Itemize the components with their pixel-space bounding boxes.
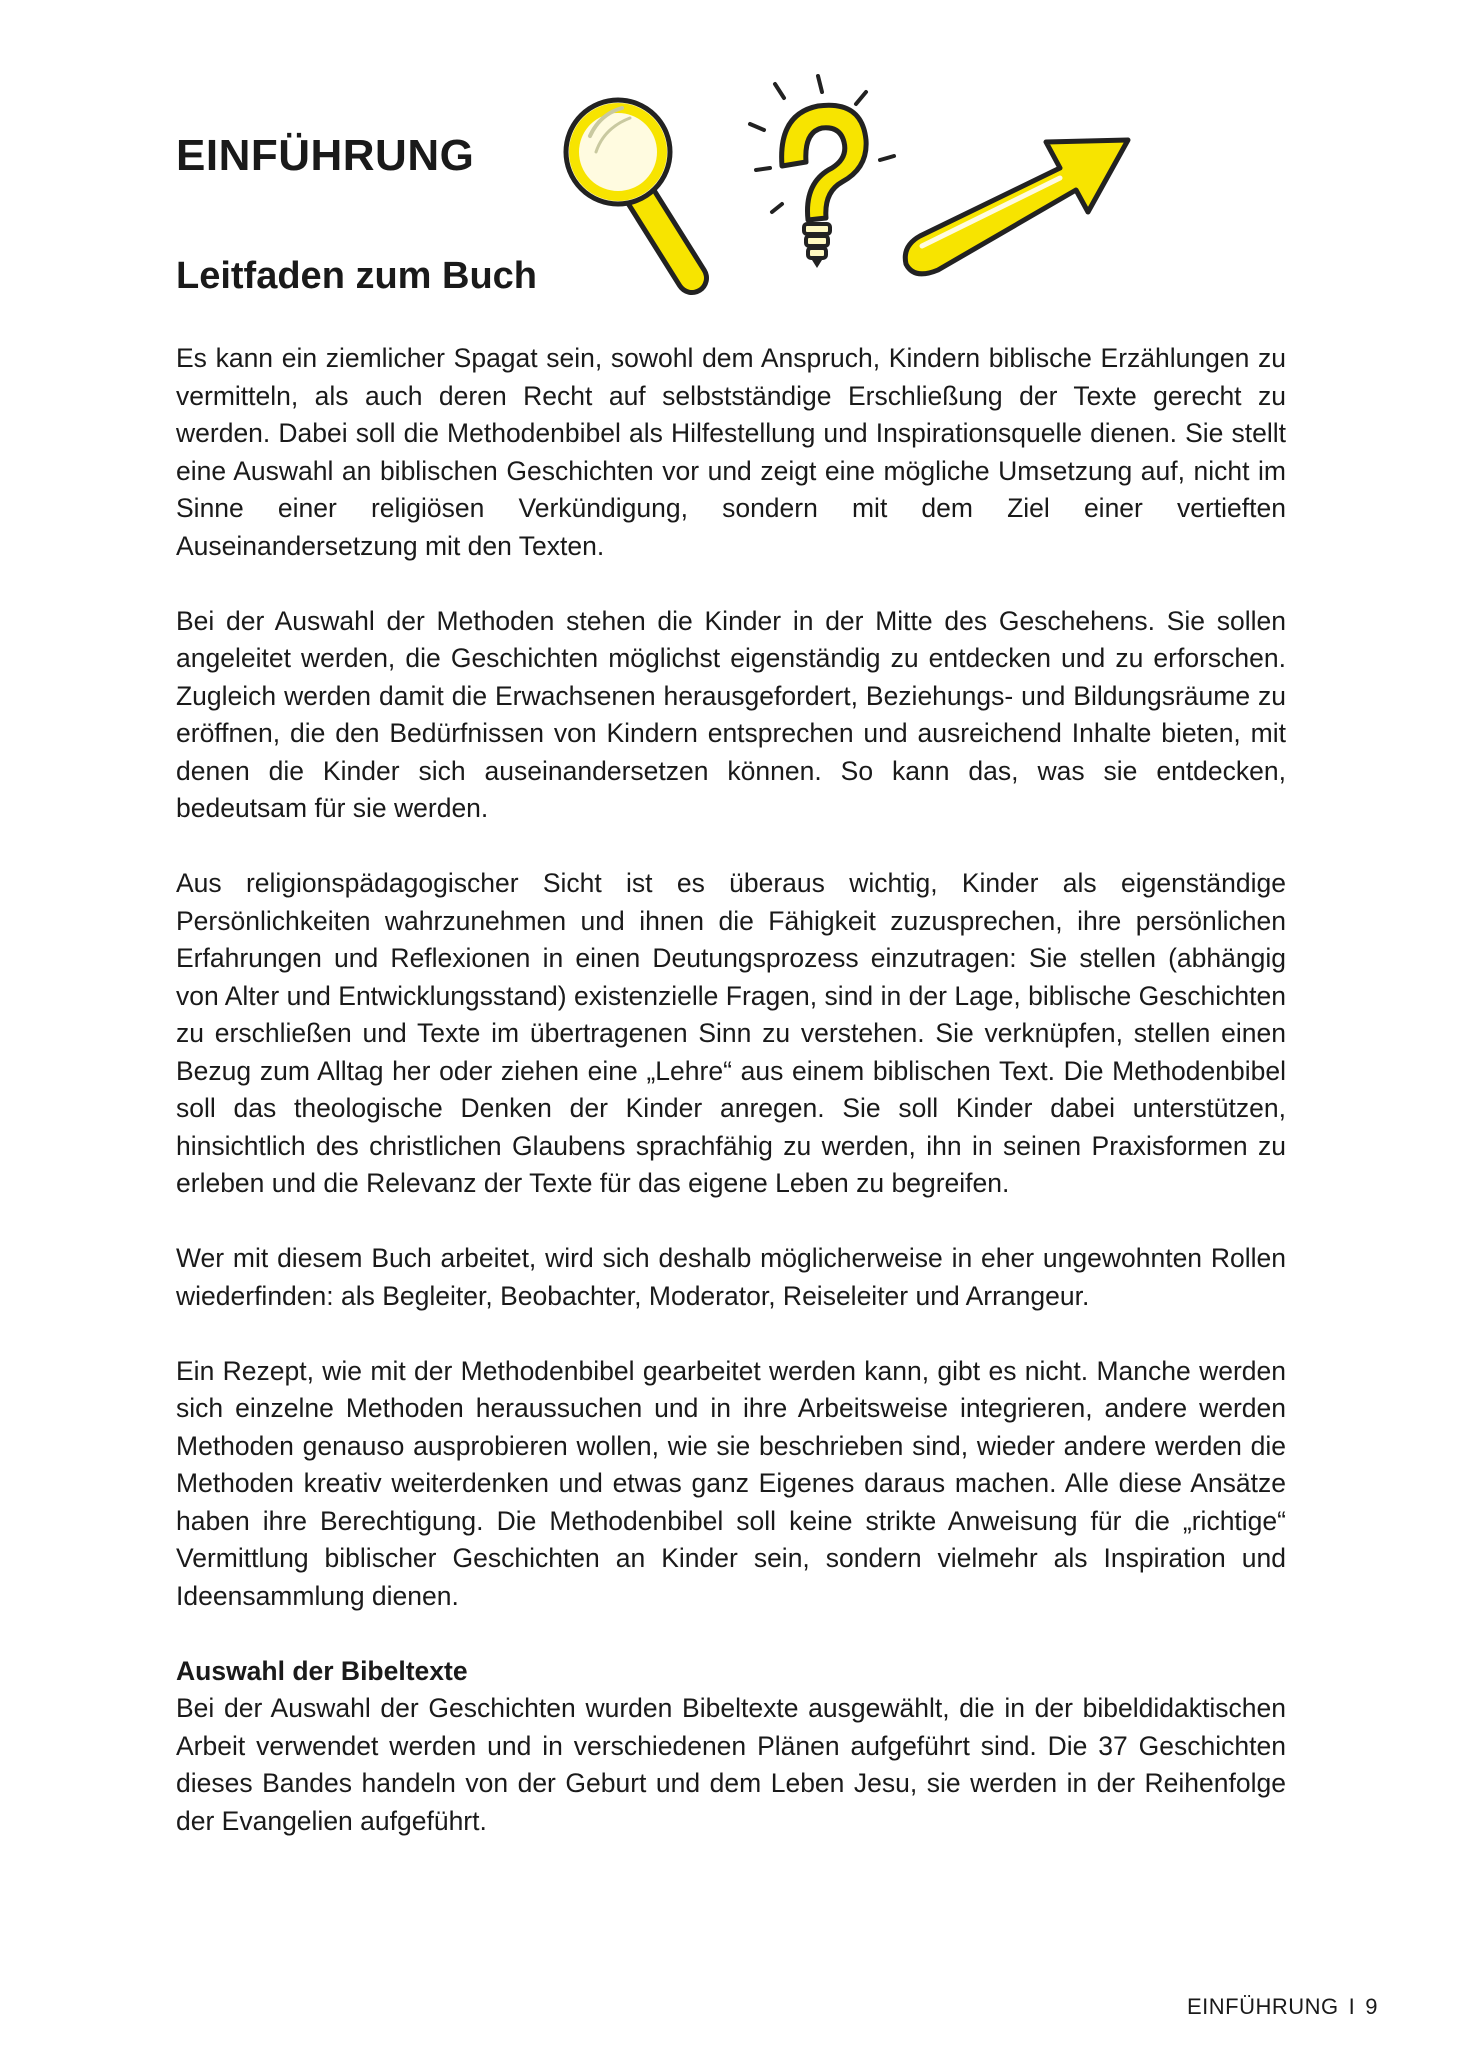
- page-number: 9: [1365, 1994, 1378, 2019]
- page-subtitle: Leitfaden zum Buch: [176, 255, 538, 297]
- section-paragraph: Bei der Auswahl der Geschichten wurden Bibeltexte ausgewählt, die in der bibeldidaktischen Arbeit verwendet werden und in verschiedenen Plänen aufgeführt sind. Die 37 Geschichten dieses Bandes handeln von der Geburt und dem Leben Jesu, sie werden in der Reihenfolge der Evangelien aufgeführt.: [176, 1693, 1286, 1836]
- page-footer: [1187, 1994, 1378, 2020]
- footer-separator: I: [1348, 1994, 1356, 2019]
- header-illustration: [560, 70, 1140, 310]
- body-text: [176, 340, 1286, 1878]
- page-title: EINFÜHRUNG: [176, 131, 475, 180]
- magnifier-icon: [566, 100, 692, 278]
- paragraph: Es kann ein ziemlicher Spagat sein, sowohl dem Anspruch, Kindern biblische Erzählungen zu vermitteln, als auch deren Recht auf selbstständige Erschließung der Texte gerecht zu werden. Dabei soll die Methodenbibel als Hilfestellung und Inspirationsquelle dienen. Sie stellt eine Auswahl an biblischen Geschichten vor und zeigt eine mögliche Umsetzung auf, nicht im Sinne einer religiösen Verkündigung, sondern mit dem Ziel einer vertieften Auseinandersetzung mit den Texten.: [176, 343, 1286, 561]
- footer-section-label: EINFÜHRUNG: [1186, 1994, 1339, 2019]
- arrow-icon: [905, 140, 1128, 274]
- paragraph: Ein Rezept, wie mit der Methodenbibel gearbeitet werden kann, gibt es nicht. Manche werden sich einzelne Methoden heraussuchen und in ihre Arbeitsweise integrieren, andere werden Methoden genauso ausprobieren wollen, wie sie beschrieben sind, wieder andere werden die Methoden kreativ weiterdenken und etwas ganz Eigenes daraus machen. Alle diese Ansätze haben ihre Berechtigung. Die Methodenbibel soll keine strikte Anweisung für die „richtige“ Vermittlung biblischer Geschichten an Kinder sein, sondern vielmehr als Inspiration und Ideensammlung dienen.: [176, 1355, 1286, 1611]
- paragraph: Wer mit diesem Buch arbeitet, wird sich deshalb möglicherweise in eher ungewohnten Rollen wiederfinden: als Begleiter, Beobachter, Moderator, Reiseleiter und Arrangeur.: [176, 1243, 1286, 1311]
- paragraph: Bei der Auswahl der Methoden stehen die Kinder in der Mitte des Geschehens. Sie sollen angeleitet werden, die Geschichten möglichst eigenständig zu entdecken und zu erforschen. Zugleich werden damit die Erwachsenen herausgefordert, Beziehungs- und Bildungsräume zu eröffnen, die den Bedürfnissen von Kindern entsprechen und ausreichend Inhalte bieten, mit denen die Kinder sich auseinandersetzen können. So kann das, was sie entdecken, bedeutsam für sie werden.: [176, 605, 1286, 823]
- section-heading: Auswahl der Bibeltexte: [176, 1655, 468, 1686]
- paragraph: Aus religionspädagogischer Sicht ist es überaus wichtig, Kinder als eigenständige Persönlichkeiten wahrzunehmen und ihnen die Fähigkeit zuzusprechen, ihre persönlichen Erfahrungen und Reflexionen in einen Deutungsprozess einzutragen: Sie stellen (abhängig von Alter und Entwicklungsstand) existenzielle Fragen, sind in der Lage, biblische Geschichten zu erschließen und Texte im übertragenen Sinn zu verstehen. Sie verknüpfen, stellen einen Bezug zum Alltag her oder ziehen eine „Lehre“ aus einem biblischen Text. Die Methodenbibel soll das theologische Denken der Kinder anregen. Sie soll Kinder dabei unterstützen, hinsichtlich des christlichen Glaubens sprachfähig zu werden, ihn in seinen Praxisformen zu erleben und die Relevanz der Texte für das eigene Leben zu begreifen.: [176, 868, 1286, 1198]
- question-mark-icon: [750, 76, 894, 268]
